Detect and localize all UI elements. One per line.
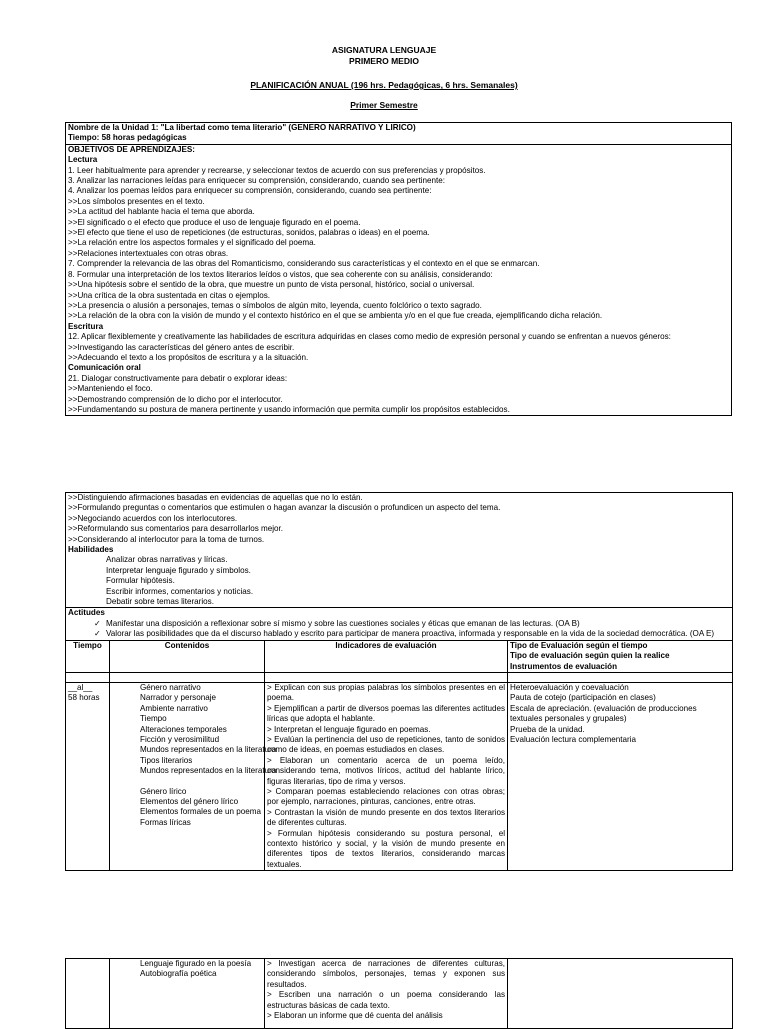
contents-cell-continued — [110, 959, 265, 1029]
content-item: Elementos del género lírico — [140, 796, 239, 806]
content-item: Género narrativo — [140, 682, 201, 692]
indicator-item: > Evalúan la pertinencia del uso de repeticiones, tanto de sonidos como de ideas, en poemas estudiados en clases. — [267, 734, 505, 755]
time-range: __al__ — [68, 682, 93, 692]
indicator-item: > Formulan hipótesis considerando su postura personal, el contexto histórico y social, y la visión de mundo presente en diferentes tipos de textos literarios, considerando marcas textuales. — [267, 828, 505, 869]
content-item: Alteraciones temporales — [140, 724, 227, 734]
time-hours: 58 horas — [68, 693, 100, 703]
evaluation-cell — [508, 682, 733, 870]
col-contents: Contenidos — [110, 640, 265, 672]
objective-line: 4. Analizar los poemas leídos para enriquecer su comprensión, considerando, cuando sea pertinente: — [68, 186, 432, 196]
content-item: Tipos literarios — [140, 755, 193, 765]
unit-row — [66, 123, 732, 145]
indicator-item: > Escriben una narración o un poema considerando las estructuras básicas de cada texto. — [267, 990, 505, 1010]
unit-time: Tiempo: 58 horas pedagógicas — [68, 133, 187, 143]
content-item: Autobiografía poética — [140, 969, 217, 979]
content-item: Ficción y verosimilitud — [140, 734, 220, 744]
indicators-list-continued — [267, 959, 505, 1021]
objective-line: >>Fundamentando su postura de manera pertinente y usando información que permita cumplir los propósitos establecidos. — [68, 404, 510, 414]
objective-line: >>Reformulando sus comentarios para desarrollarlos mejor. — [68, 524, 284, 534]
content-item: Tiempo — [140, 714, 167, 724]
objective-line: 21. Dialogar constructivamente para debatir o explorar ideas: — [68, 373, 288, 383]
unit-cell — [66, 123, 732, 145]
objective-line: >>Distinguiendo afirmaciones basadas en evidencias de aquellas que no lo están. — [68, 493, 363, 502]
time-cell-continued — [66, 959, 110, 1029]
course-title: PRIMERO MEDIO — [349, 56, 419, 66]
objective-line: >>El efecto que tiene el uso de repeticiones (de estructuras, sonidos, palabras o ideas) en el poema. — [68, 228, 430, 238]
contents-list-narrative — [112, 682, 277, 777]
content-item: Narrador y personaje — [140, 693, 217, 703]
col-time: Tiempo — [66, 640, 110, 672]
objective-line: >>Investigando las características del género antes de escribir. — [68, 342, 295, 352]
indicators-cell — [265, 682, 508, 870]
objective-line: >>Relaciones intertextuales con otras obras. — [68, 248, 229, 258]
oral-objectives-continued — [68, 493, 730, 545]
oral-continuation-row — [66, 493, 733, 608]
continued-row — [66, 959, 733, 1029]
col-indicators: Indicadores de evaluación — [265, 640, 508, 672]
oral-objectives — [68, 374, 729, 416]
contents-cell — [110, 682, 277, 870]
objective-line: >>Los símbolos presentes en el texto. — [68, 196, 205, 206]
attitudes-row — [66, 608, 733, 640]
evaluation-item: Pauta de cotejo (participación en clases) — [510, 693, 656, 703]
writing-objective: 12. Aplicar flexiblemente y creativamente las habilidades de escritura adquiridas en clases como medio de expresión personal y cuando se enfrentan a nuevos géneros: — [68, 332, 671, 342]
objective-line: >>Adecuando el texto a los propósitos de escritura y a la situación. — [68, 352, 309, 362]
col-evaluation — [508, 640, 733, 672]
indicator-item: > Elaboran un comentario acerca de un poema leído, considerando tema, motivos líricos, actitud del hablante lírico, figuras literarias, tipo de rima y versos. — [267, 755, 505, 786]
objective-line: 8. Formular una interpretación de los textos literarios leídos o vistos, que sea coherente con su análisis, considerando: — [68, 269, 493, 279]
indicator-item: > Investigan acerca de narraciones de diferentes culturas, considerando símbolos, personajes, temas y exponen sus resultados. — [267, 959, 505, 989]
spacer-row — [66, 672, 733, 682]
content-item: Elementos formales de un poema — [140, 807, 262, 817]
unit-name: Nombre de la Unidad 1: "La libertad como tema literario" (GENERO NARRATIVO Y LIRICO) — [68, 123, 416, 132]
attitudes-heading: Actitudes — [68, 608, 105, 618]
writing-objectives — [68, 343, 729, 364]
objective-line: 1. Leer habitualmente para aprender y recrearse, y seleccionar textos de acuerdo con sus preferencias y propósitos. — [68, 165, 486, 175]
oral-heading: Comunicación oral — [68, 363, 141, 373]
skill-item: Formular hipótesis. — [106, 576, 175, 586]
subject-title: ASIGNATURA LENGUAJE — [331, 45, 437, 55]
reading-objectives — [68, 166, 729, 322]
evaluation-item: Evaluación lectura complementaria — [510, 734, 636, 744]
indicator-item: > Comparan poemas estableciendo relaciones con otras obras; por ejemplo, narraciones, pinturas, canciones, entre otras. — [267, 786, 505, 807]
writing-heading: Escritura — [68, 321, 104, 331]
oral-continuation-cell — [66, 493, 733, 608]
planning-table-continued — [65, 958, 733, 1029]
content-item: Género lírico — [140, 786, 187, 796]
col-eval-type-1: Tipo de Evaluación según el tiempo — [510, 640, 648, 650]
col-eval-type-3: Instrumentos de evaluación — [510, 661, 618, 671]
evaluation-item: Escala de apreciación. (evaluación de producciones textuales personales y grupales) — [510, 703, 697, 724]
objective-line: >>Formulando preguntas o comentarios que estimulen o hagan avanzar la discusión o profundicen un aspecto del tema. — [68, 503, 501, 513]
evaluation-list — [510, 683, 730, 745]
column-header-row — [66, 640, 733, 672]
objective-line: >>Considerando al interlocutor para la toma de turnos. — [68, 534, 265, 544]
skill-item: Analizar obras narrativas y líricas. — [106, 555, 228, 565]
indicator-item: > Interpretan el lenguaje figurado en poemas. — [267, 724, 431, 734]
objective-line: >>La relación de la obra con la visión de mundo y el contexto histórico en el que se ambienta y/o en el que fue creada, ejemplificando dicha relación. — [68, 311, 603, 321]
objectives-row — [66, 144, 732, 416]
objective-line: >>Manteniendo el foco. — [68, 384, 153, 394]
objectives-heading: OBJETIVOS DE APRENDIZAJES: — [68, 144, 195, 154]
skills-list — [68, 555, 730, 607]
objective-line: >>El significado o el efecto que produce el uso de lenguaje figurado en el poema. — [68, 217, 361, 227]
objective-line: 7. Comprender la relevancia de las obras del Romanticismo, considerando sus características y el contexto en el que se enmarcan. — [68, 259, 540, 269]
indicator-item: > Ejemplifican a partir de diversos poemas las diferentes actitudes líricas que adopta el hablante. — [267, 703, 505, 724]
objective-line: >>Demostrando comprensión de lo dicho por el interlocutor. — [68, 394, 283, 404]
plan-title: PLANIFICACIÓN ANUAL (196 hrs. Pedagógicas, 6 hrs. Semanales) — [250, 80, 518, 90]
attitudes-cell — [66, 608, 733, 640]
attitude-item: ✓ Manifestar una disposición a reflexionar sobre sí mismo y sobre las cuestiones sociales y éticas que emanan de las lecturas. (OA B) — [106, 619, 730, 629]
objective-line: >>La actitud del hablante hacia el tema que aborda. — [68, 207, 255, 217]
contents-list-continued — [112, 959, 262, 980]
semester-title: Primer Semestre — [350, 100, 418, 110]
skills-heading: Habilidades — [68, 545, 114, 555]
objective-line: >>Una hipótesis sobre el sentido de la obra, que muestre un punto de vista personal, histórico, social o universal. — [68, 280, 475, 290]
content-item: Ambiente narrativo — [140, 703, 208, 713]
objectives-cell — [66, 144, 732, 416]
evaluation-item: Prueba de la unidad. — [510, 724, 585, 734]
indicator-item: > Elaboran un informe que dé cuenta del análisis — [267, 1011, 443, 1021]
evaluation-item: Heteroevaluación y coevaluación — [510, 682, 629, 692]
objective-line: >>La presencia o alusión a personajes, temas o símbolos de algún mito, leyenda, cuento folclórico o texto sagrado. — [68, 300, 482, 310]
objective-line: >>La relación entre los aspectos formales y el significado del poema. — [68, 238, 316, 248]
skill-item: Debatir sobre temas literarios. — [106, 597, 214, 607]
indicator-item: > Contrastan la visión de mundo presente en dos textos literarios de diferentes culturas. — [267, 807, 505, 828]
content-item: Formas líricas — [140, 817, 191, 827]
content-item: Lenguaje figurado en la poesía — [140, 959, 252, 968]
indicator-item: > Explican con sus propias palabras los símbolos presentes en el poema. — [267, 682, 505, 703]
attitude-item: ✓ Valorar las posibilidades que da el discurso hablado y escrito para participar de manera proactiva, informada y responsable en la vida de la sociedad democrática. (OA E) — [106, 629, 730, 639]
time-cell — [66, 682, 110, 870]
indicators-cell-continued — [265, 959, 508, 1029]
indicators-list — [267, 683, 505, 870]
content-item: Mundos representados en la literatura — [140, 766, 277, 776]
objectives-table — [65, 122, 732, 416]
planning-table — [65, 492, 733, 871]
evaluation-cell-continued — [508, 959, 733, 1029]
contents-list-lyric — [112, 787, 262, 829]
attitudes-list — [68, 619, 730, 640]
skill-item: Escribir informes, comentarios y noticias. — [106, 586, 254, 596]
content-item: Mundos representados en la literatura — [140, 745, 277, 755]
content-row — [66, 682, 733, 870]
skill-item: Interpretar lenguaje figurado y símbolos. — [106, 565, 251, 575]
objective-line: >>Una crítica de la obra sustentada en citas o ejemplos. — [68, 290, 271, 300]
col-eval-type-2: Tipo de evaluación según quien la realice — [510, 651, 670, 661]
objective-line: >>Negociando acuerdos con los interlocutores. — [68, 513, 238, 523]
reading-heading: Lectura — [68, 155, 98, 165]
objective-line: 3. Analizar las narraciones leídas para enriquecer su comprensión, considerando, cuando sea pertinente: — [68, 176, 446, 186]
